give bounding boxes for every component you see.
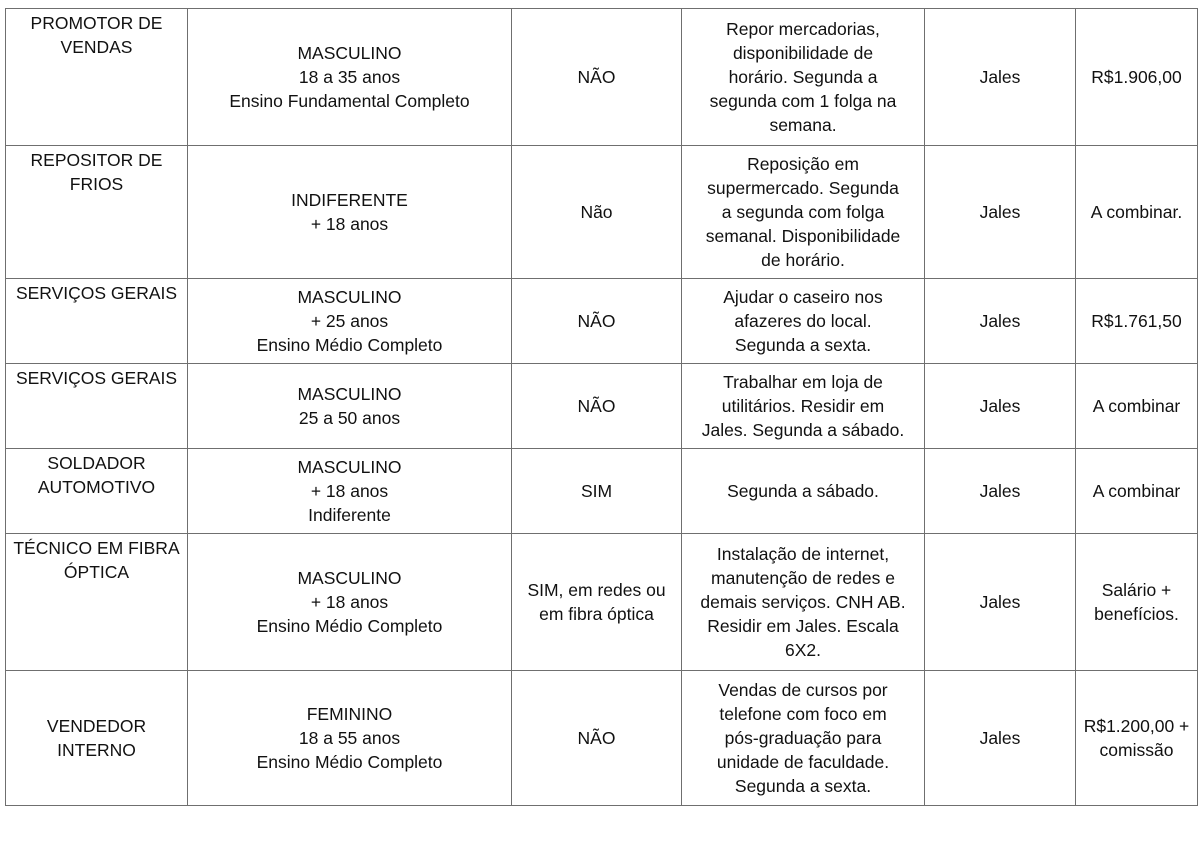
job-role-cell: REPOSITOR DE FRIOS <box>6 146 188 279</box>
candidate-profile-cell: MASCULINO 18 a 35 anos Ensino Fundamental Completo <box>188 9 512 146</box>
job-description-cell: Repor mercadorias, disponibilidade de horário. Segunda a segunda com 1 folga na semana. <box>682 9 925 146</box>
job-role-cell: SERVIÇOS GERAIS <box>6 279 188 364</box>
city-cell: Jales <box>925 146 1076 279</box>
table-row <box>6 449 1198 534</box>
job-role-cell: PROMOTOR DE VENDAS <box>6 9 188 146</box>
job-description-cell: Segunda a sábado. <box>682 449 925 534</box>
salary-cell: R$1.200,00 + comissão <box>1076 671 1198 806</box>
table-row <box>6 9 1198 146</box>
salary-cell: R$1.906,00 <box>1076 9 1198 146</box>
experience-cell: SIM <box>512 449 682 534</box>
candidate-profile-cell: MASCULINO + 25 anos Ensino Médio Completo <box>188 279 512 364</box>
candidate-profile-cell: MASCULINO + 18 anos Indiferente <box>188 449 512 534</box>
experience-cell: NÃO <box>512 671 682 806</box>
table-row <box>6 146 1198 279</box>
experience-cell: NÃO <box>512 9 682 146</box>
job-description-cell: Ajudar o caseiro nos afazeres do local. Segunda a sexta. <box>682 279 925 364</box>
job-role-cell: TÉCNICO EM FIBRA ÓPTICA <box>6 534 188 671</box>
salary-cell: A combinar. <box>1076 146 1198 279</box>
experience-cell: SIM, em redes ou em fibra óptica <box>512 534 682 671</box>
job-description-cell: Trabalhar em loja de utilitários. Residir em Jales. Segunda a sábado. <box>682 364 925 449</box>
salary-cell: A combinar <box>1076 449 1198 534</box>
job-description-cell: Vendas de cursos por telefone com foco em pós-graduação para unidade de faculdade. Segunda a sexta. <box>682 671 925 806</box>
city-cell: Jales <box>925 9 1076 146</box>
salary-cell: R$1.761,50 <box>1076 279 1198 364</box>
city-cell: Jales <box>925 671 1076 806</box>
experience-cell: Não <box>512 146 682 279</box>
job-role-cell: SOLDADOR AUTOMOTIVO <box>6 449 188 534</box>
city-cell: Jales <box>925 279 1076 364</box>
table-row <box>6 279 1198 364</box>
job-role-cell: VENDEDOR INTERNO <box>6 671 188 806</box>
experience-cell: NÃO <box>512 364 682 449</box>
candidate-profile-cell: FEMININO 18 a 55 anos Ensino Médio Completo <box>188 671 512 806</box>
experience-cell: NÃO <box>512 279 682 364</box>
job-description-cell: Instalação de internet, manutenção de redes e demais serviços. CNH AB. Residir em Jales. Escala 6X2. <box>682 534 925 671</box>
table-row <box>6 364 1198 449</box>
table-row <box>6 671 1198 806</box>
salary-cell: A combinar <box>1076 364 1198 449</box>
table-row <box>6 534 1198 671</box>
job-role-cell: SERVIÇOS GERAIS <box>6 364 188 449</box>
city-cell: Jales <box>925 364 1076 449</box>
candidate-profile-cell: INDIFERENTE + 18 anos <box>188 146 512 279</box>
candidate-profile-cell: MASCULINO + 18 anos Ensino Médio Completo <box>188 534 512 671</box>
job-listings-table <box>5 8 1198 806</box>
job-description-cell: Reposição em supermercado. Segunda a segunda com folga semanal. Disponibilidade de horário. <box>682 146 925 279</box>
job-listings-table-container <box>5 8 1197 806</box>
salary-cell: Salário + benefícios. <box>1076 534 1198 671</box>
city-cell: Jales <box>925 534 1076 671</box>
candidate-profile-cell: MASCULINO 25 a 50 anos <box>188 364 512 449</box>
city-cell: Jales <box>925 449 1076 534</box>
